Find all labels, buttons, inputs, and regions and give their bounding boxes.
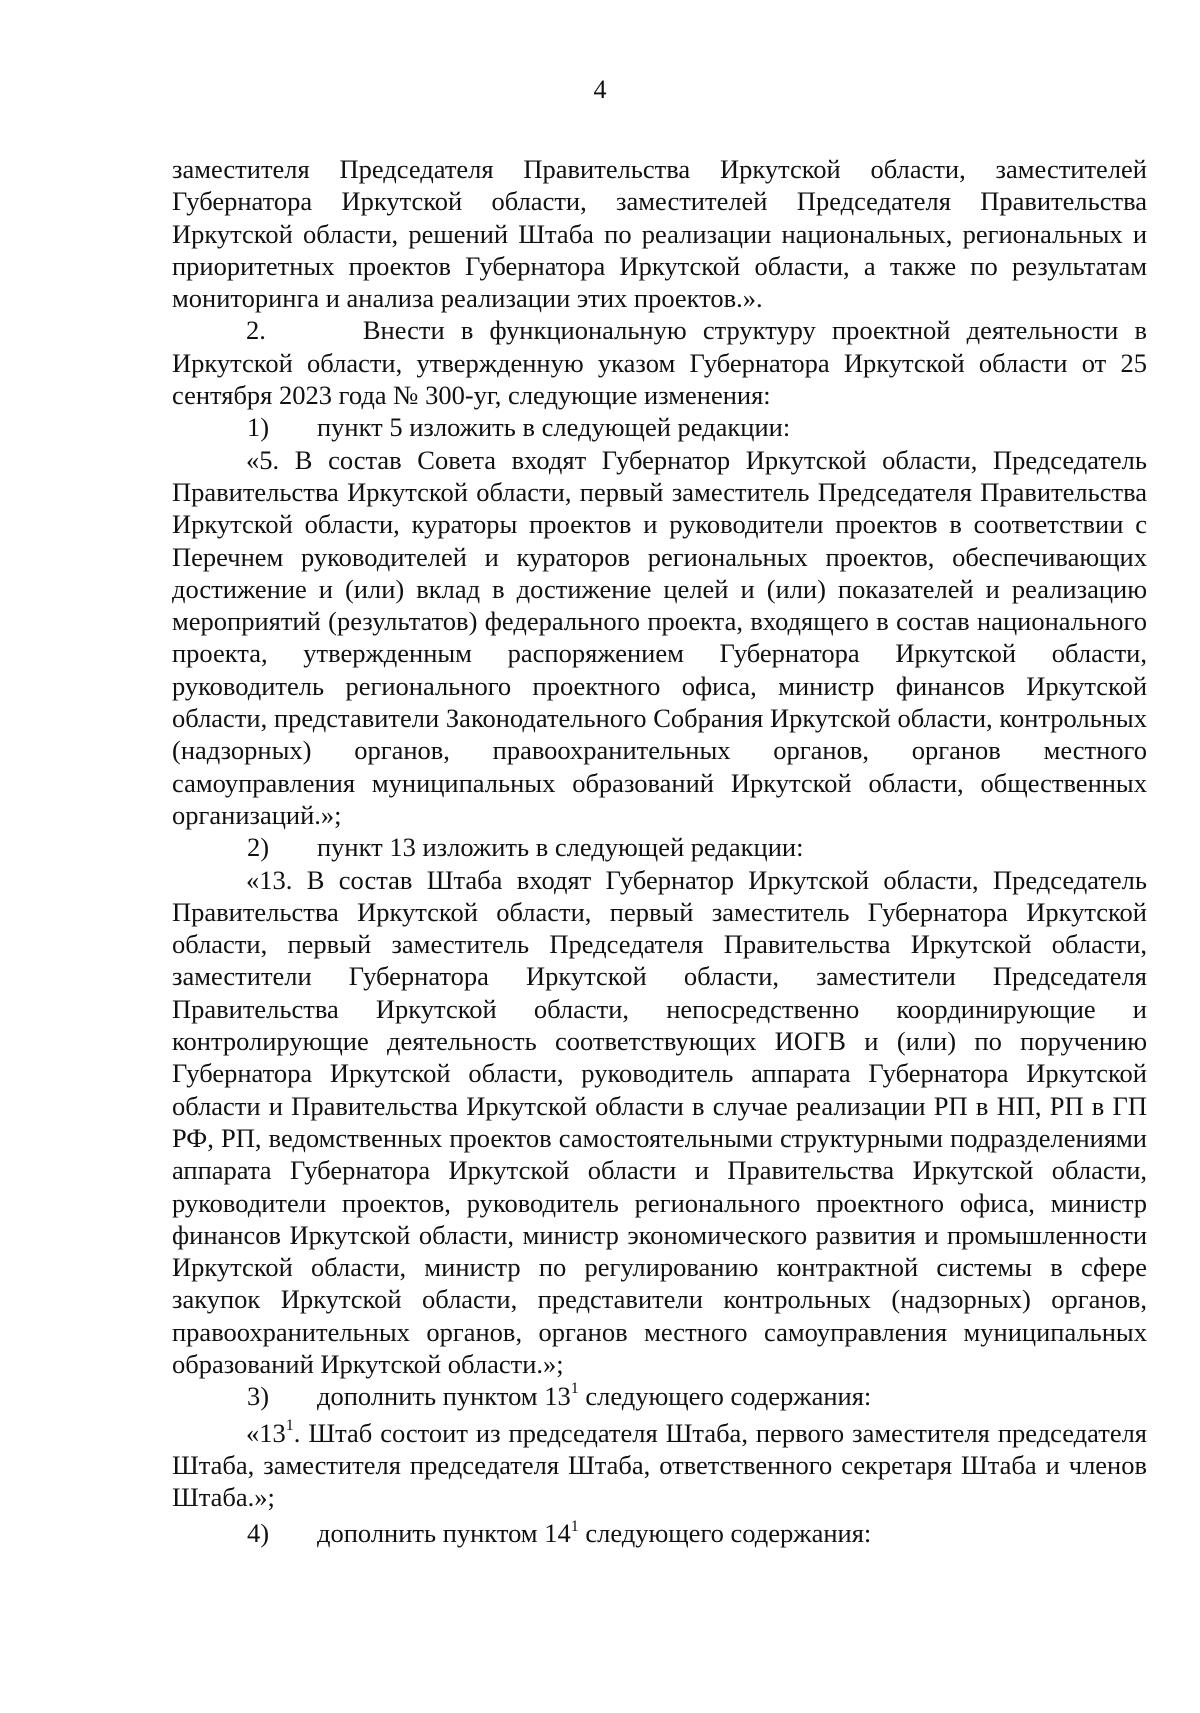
list-item-text: пункт 5 изложить в следующей редакции: [317, 412, 791, 443]
quote-open: «13 [246, 1417, 286, 1448]
document-body [172, 153, 1154, 1550]
paragraph-point-2: 2. Внести в функциональную структуру проектной деятельности в Иркутской области, утвержденную указом Губернатора Иркутской области от 25 сентября 2023 года № 300-уг, следующие изменения: [172, 315, 1154, 411]
superscript: 1 [570, 1517, 579, 1535]
paragraph-quote-13-1 [172, 1417, 1147, 1514]
list-item-text: пункт 13 изложить в следующей редакции: [317, 832, 804, 863]
superscript: 1 [285, 1416, 294, 1434]
quote-rest: . Штаб состоит из председателя Штаба, первого заместителя председателя Штаба, заместителя председателя Штаба, ответственного секретаря Штаба и членов Штаба.»; [172, 1417, 1147, 1513]
list-item-text [317, 1517, 1147, 1549]
list-item-text [317, 1380, 1147, 1412]
list-item-text-before: дополнить пунктом 14 [317, 1518, 571, 1549]
paragraph-intro: заместителя Председателя Правительства Иркутской области, заместителей Губернатора Иркутской области, заместителей Председателя Правительства Иркутской области, решений Штаба по реализации национальных, региональных и приоритетных проектов Губернатора Иркутской области, а также по результатам мониторинга и анализа реализации этих проектов.». [172, 154, 1147, 314]
list-item-3 [172, 1380, 1147, 1412]
list-item-number: 2) [247, 832, 270, 863]
page-number: 4 [593, 75, 607, 104]
list-item-2 [172, 831, 1147, 863]
superscript: 1 [570, 1380, 579, 1398]
list-item-text-after: следующего содержания: [578, 1381, 872, 1412]
list-item-number: 4) [247, 1518, 270, 1549]
list-item-text-after: следующего содержания: [578, 1518, 872, 1549]
list-item-number: 3) [247, 1381, 270, 1412]
list-item-1 [172, 411, 1147, 443]
paragraph-quote-5: «5. В состав Совета входят Губернатор Иркутской области, Председатель Правительства Иркутской области, первый заместитель Председателя Правительства Иркутской области, кураторы проектов и руководители проектов в соответствии с Перечнем руководителей и кураторов региональных проектов, обеспечивающих достижение и (или) вклад в достижение целей и (или) показателей и реализацию мероприятий (результатов) федерального проекта, входящего в состав национального проекта, утвержденным распоряжением Губернатора Иркутской области, руководитель регионального проектного офиса, министр финансов Иркутской области, представители Законодательного Собрания Иркутской области, контрольных (надзорных) органов, правоохранительных органов, органов местного самоуправления муниципальных образований Иркутской области, общественных организаций.»; [172, 444, 1147, 830]
paragraph-quote-13: «13. В состав Штаба входят Губернатор Иркутской области, Председатель Правительства Иркутской области, первый заместитель Губернатора Иркутской области, первый заместитель Председателя Правительства Иркутской области, заместители Губернатора Иркутской области, заместители Председателя Правительства Иркутской области, непосредственно координирующие и контролирующие деятельность соответствующих ИОГВ и (или) по поручению Губернатора Иркутской области, руководитель аппарата Губернатора Иркутской области и Правительства Иркутской области в случае реализации РП в НП, РП в ГП РФ, РП, ведомственных проектов самостоятельными структурными подразделениями аппарата Губернатора Иркутской области и Правительства Иркутской области, руководители проектов, руководитель регионального проектного офиса, министр финансов Иркутской области, министр экономического развития и промышленности Иркутской области, министр по регулированию контрактной системы в сфере закупок Иркутской области, представители контрольных (надзорных) органов, правоохранительных органов, органов местного самоуправления муниципальных образований Иркутской области.»; [172, 864, 1147, 1379]
list-item-4 [172, 1517, 1147, 1549]
list-item-number: 1) [247, 412, 270, 443]
list-item-text-before: дополнить пунктом 13 [317, 1381, 571, 1412]
